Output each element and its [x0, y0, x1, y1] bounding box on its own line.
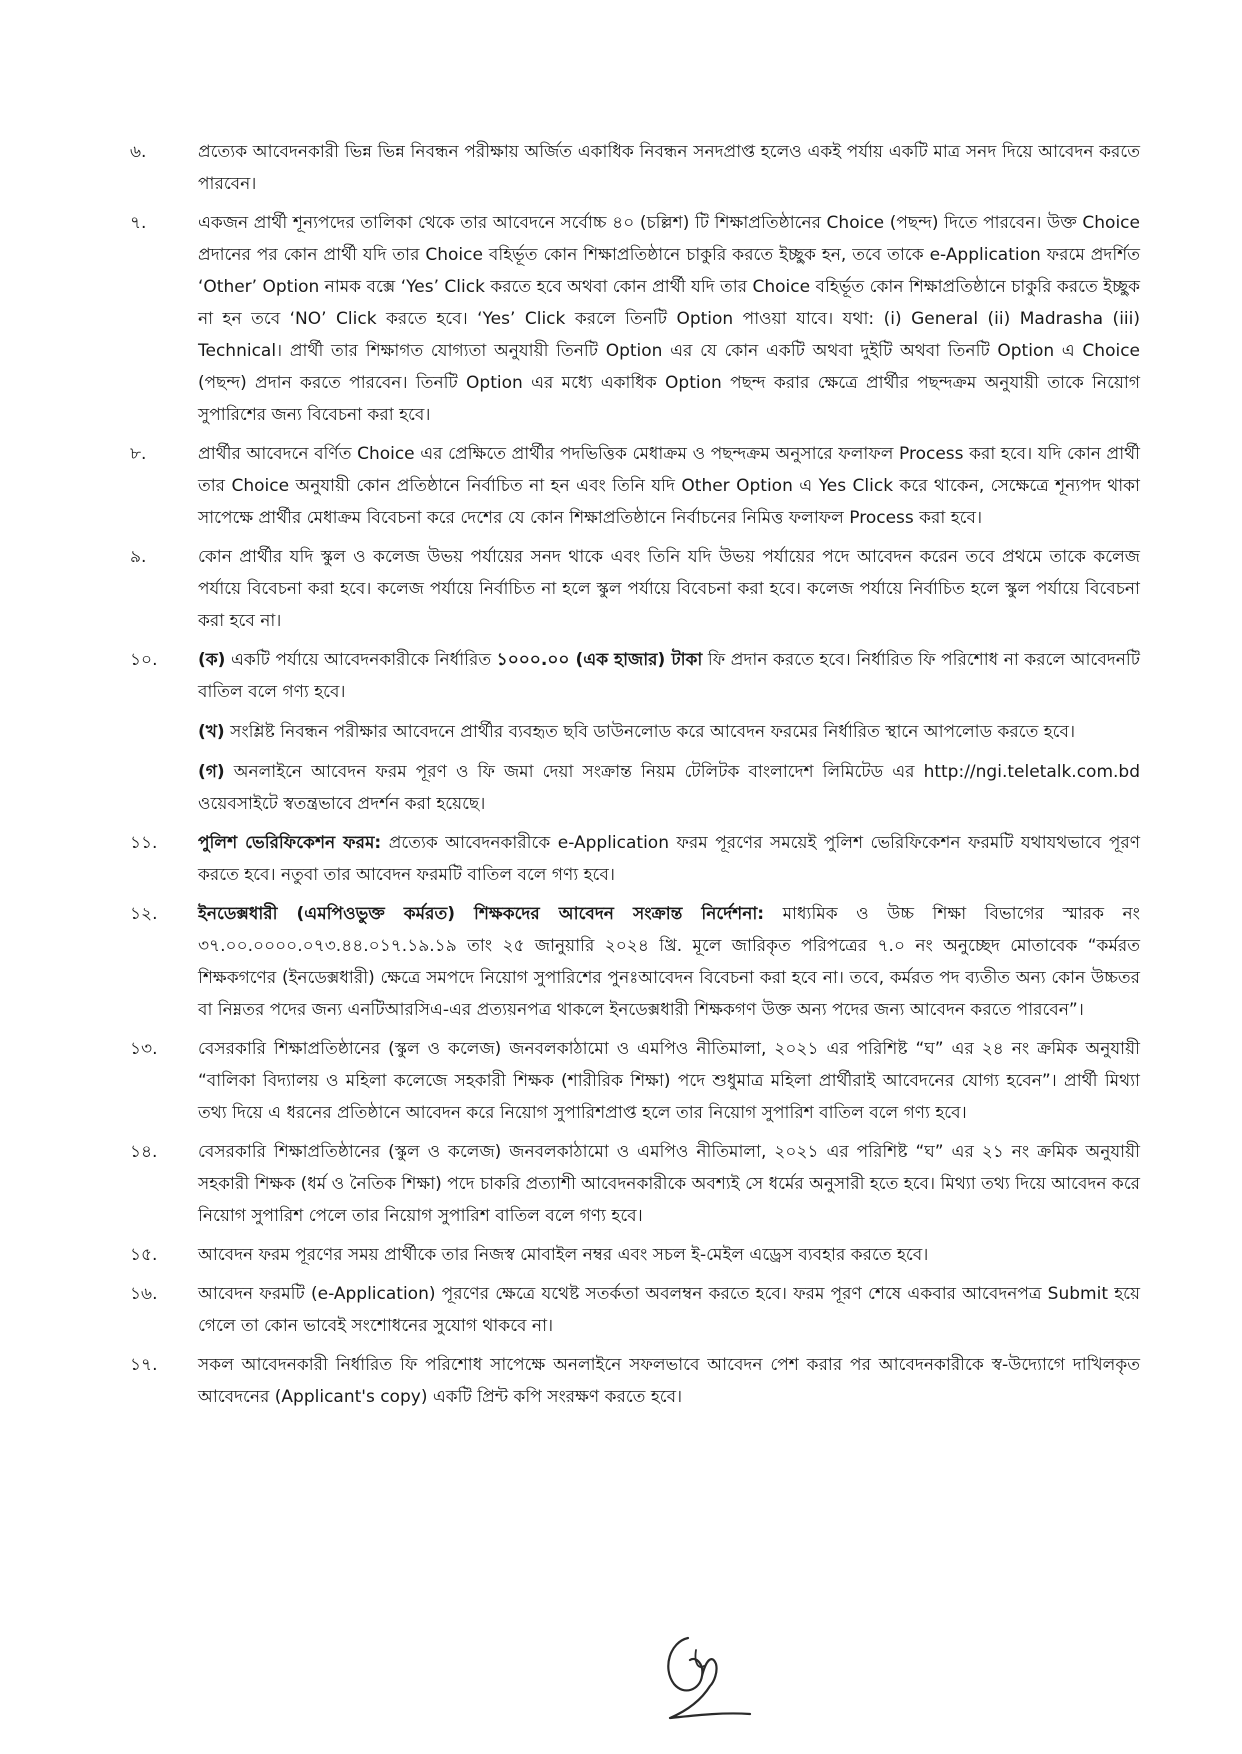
instruction-list — [130, 136, 1140, 1420]
item-paragraph — [198, 1349, 1140, 1413]
item-paragraph — [198, 644, 1140, 708]
bold-text: (গ) — [198, 762, 225, 782]
list-item — [130, 1349, 1140, 1413]
paragraph-text: সংশ্লিষ্ট নিবন্ধন পরীক্ষার আবেদনে প্রার্থীর ব্যবহৃত ছবি ডাউনলোড করে আবেদন ফরমের নির্ধারিত স্থানে আপলোড করতে হবে। — [224, 722, 1076, 742]
paragraph-text: আবেদন ফরম পূরণের সময় প্রার্থীকে তার নিজস্ব মোবাইল নম্বর এবং সচল ই-মেইল এড্রেস ব্যবহার করতে হবে। — [198, 1245, 929, 1265]
list-item — [130, 827, 1140, 891]
list-item — [130, 1278, 1140, 1342]
signature-icon — [640, 1620, 760, 1730]
item-paragraph — [198, 1239, 1140, 1271]
paragraph-text: প্রত্যেক আবেদনকারীকে e-Application ফরম পূরণের সময়েই পুলিশ ভেরিফিকেশন ফরমটি যথাযথভাবে পূরণ করতে হবে। নতুবা তার আবেদন ফরমটি বাতিল বলে গণ্য হবে। — [198, 833, 1140, 885]
paragraph-text: একজন প্রার্থী শূন্যপদের তালিকা থেকে তার আবেদনে সর্বোচ্চ ৪০ (চল্লিশ) টি শিক্ষাপ্রতিষ্ঠানের Choice (পছন্দ) দিতে পারবেন। উক্ত Choice প্রদানের পর কোন প্রার্থী যদি তার Choice বহির্ভূত কোন শিক্ষাপ্রতিষ্ঠানে চাকুরি করতে ইচ্ছুক হন, তবে তাকে e-Application ফরমে প্রদর্শিত ‘Other’ Option নামক বক্সে ‘Yes’ Click করতে হবে অথবা কোন প্রার্থী যদি তার Choice বহির্ভূত কোন শিক্ষাপ্রতিষ্ঠানে চাকুরি করতে ইচ্ছুক না হন তবে ‘NO’ Click করতে হবে। ‘Yes’ Click করলে তিনটি Option পাওয়া যাবে। যথা: (i) General (ii) Madrasha (iii) Technical। প্রার্থী তার শিক্ষাগত যোগ্যতা অনুযায়ী তিনটি Option এর যে কোন একটি অথবা দুইটি অথবা তিনটি Option এ Choice (পছন্দ) প্রদান করতে পারবেন। তিনটি Option এর মধ্যে একাধিক Option পছন্দ করার ক্ষেত্রে প্রার্থীর পছন্দক্রম অনুযায়ী তাকে নিয়োগ সুপারিশের জন্য বিবেচনা করা হবে। — [198, 213, 1140, 425]
list-item — [130, 1033, 1140, 1129]
item-paragraph — [198, 438, 1140, 534]
item-body — [198, 644, 1140, 820]
paragraph-text: প্রার্থীর আবেদনে বর্ণিত Choice এর প্রেক্ষিতে প্রার্থীর পদভিত্তিক মেধাক্রম ও পছন্দক্রম অনুসারে ফলাফল Process করা হবে। যদি কোন প্রার্থী তার Choice অনুযায়ী কোন প্রতিষ্ঠানে নির্বাচিত না হন এবং তিনি যদি Other Option এ Yes Click করে থাকেন, সেক্ষেত্রে শূন্যপদ থাকা সাপেক্ষে প্রার্থীর মেধাক্রম বিবেচনা করে দেশের যে কোন শিক্ষাপ্রতিষ্ঠানে নির্বাচনের নিমিত্ত ফলাফল Process করা হবে। — [198, 444, 1140, 528]
bold-text: (খ) — [198, 722, 225, 742]
list-item — [130, 207, 1140, 431]
item-number: ১৫. — [130, 1245, 158, 1265]
item-number: ১২. — [130, 904, 158, 924]
item-number: ৮. — [130, 444, 147, 464]
bold-text: ১০০০.০০ (এক হাজার) টাকা — [496, 650, 703, 670]
paragraph-text: বেসরকারি শিক্ষাপ্রতিষ্ঠানের (স্কুল ও কলেজ) জনবলকাঠামো ও এমপিও নীতিমালা, ২০২১ এর পরিশিষ্ট “ঘ” এর ২৪ নং ক্রমিক অনুযায়ী “বালিকা বিদ্যালয় ও মহিলা কলেজে সহকারী শিক্ষক (শারীরিক শিক্ষা) পদে শুধুমাত্র মহিলা প্রার্থীরাই আবেদনের যোগ্য হবেন”। প্রার্থী মিথ্যা তথ্য দিয়ে এ ধরনের প্রতিষ্ঠানে আবেদন করে নিয়োগ সুপারিশপ্রাপ্ত হলে তার নিয়োগ সুপারিশ বাতিল বলে গণ্য হবে। — [198, 1039, 1140, 1123]
item-body — [198, 898, 1140, 1026]
item-number: ১৪. — [130, 1142, 158, 1162]
bold-text: ইনডেক্সধারী (এমপিওভুক্ত কর্মরত) শিক্ষকদের আবেদন সংক্রান্ত নির্দেশনা: — [198, 904, 765, 924]
item-number: ৭. — [130, 213, 147, 233]
item-paragraph — [198, 136, 1140, 200]
paragraph-text: কোন প্রার্থীর যদি স্কুল ও কলেজ উভয় পর্যায়ের সনদ থাকে এবং তিনি যদি উভয় পর্যায়ের পদে আবেদন করেন তবে প্রথমে তাকে কলেজ পর্যায়ে বিবেচনা করা হবে। কলেজ পর্যায়ে নির্বাচিত না হলে স্কুল পর্যায়ে বিবেচনা করা হবে। কলেজ পর্যায়ে নির্বাচিত হলে স্কুল পর্যায়ে বিবেচনা করা হবে না। — [198, 547, 1140, 631]
item-number: ১৬. — [130, 1284, 158, 1304]
item-number: ১১. — [130, 833, 158, 853]
item-number: ১৭. — [130, 1355, 158, 1375]
item-body — [198, 136, 1140, 200]
list-item — [130, 898, 1140, 1026]
paragraph-text: ফি প্রদান করতে হবে। নির্ধারিত ফি পরিশোধ না করলে আবেদনটি বাতিল বলে গণ্য হবে। — [198, 650, 1140, 702]
paragraph-text: প্রত্যেক আবেদনকারী ভিন্ন ভিন্ন নিবন্ধন পরীক্ষায় অর্জিত একাধিক নিবন্ধন সনদপ্রাপ্ত হলেও একই পর্যায় একটি মাত্র সনদ দিয়ে আবেদন করতে পারবেন। — [198, 142, 1140, 194]
item-paragraph — [198, 756, 1140, 820]
paragraph-text: মাধ্যমিক ও উচ্চ শিক্ষা বিভাগের স্মারক নং ৩৭.০০.০০০০.০৭৩.৪৪.০১৭.১৯.১৯ তাং ২৫ জানুয়ারি ২০২৪ খ্রি. মূলে জারিকৃত পরিপত্রের ৭.০ নং অনুচ্ছেদ মোতাবেক “কর্মরত শিক্ষকগণের (ইনডেক্সধারী) ক্ষেত্রে সমপদে নিয়োগ সুপারিশের পুনঃআবেদন বিবেচনা করা হবে না। তবে, কর্মরত পদ ব্যতীত অন্য কোন উচ্চতর বা নিম্নতর পদের জন্য এনটিআরসিএ-এর প্রত্যয়নপত্র থাকলে ইনডেক্সধারী শিক্ষকগণ উক্ত অন্য পদের জন্য আবেদন করতে পারবেন”। — [198, 904, 1141, 1020]
item-paragraph — [198, 1136, 1140, 1232]
item-paragraph — [198, 1033, 1140, 1129]
item-paragraph — [198, 207, 1140, 431]
paragraph-text: অনলাইনে আবেদন ফরম পূরণ ও ফি জমা দেয়া সংক্রান্ত নিয়ম টেলিটক বাংলাদেশ লিমিটেড এর http://ngi.teletalk.com.bd ওয়েবসাইটে স্বতন্ত্রভাবে প্রদর্শন করা হয়েছে। — [198, 762, 1140, 814]
list-item — [130, 1239, 1140, 1271]
list-item — [130, 541, 1140, 637]
item-body — [198, 1239, 1140, 1271]
item-number: ১৩. — [130, 1039, 158, 1059]
item-body — [198, 1136, 1140, 1232]
bold-text: পুলিশ ভেরিফিকেশন ফরম: — [198, 833, 382, 853]
item-body — [198, 541, 1140, 637]
list-item — [130, 136, 1140, 200]
item-paragraph — [198, 716, 1140, 748]
list-item — [130, 1136, 1140, 1232]
paragraph-text: সকল আবেদনকারী নির্ধারিত ফি পরিশোধ সাপেক্ষে অনলাইনে সফলভাবে আবেদন পেশ করার পর আবেদনকারীকে স্ব-উদ্যোগে দাখিলকৃত আবেদনের (Applicant's copy) একটি প্রিন্ট কপি সংরক্ষণ করতে হবে। — [198, 1355, 1140, 1407]
item-body — [198, 827, 1140, 891]
item-number: ৬. — [130, 142, 147, 162]
item-paragraph — [198, 1278, 1140, 1342]
item-body — [198, 207, 1140, 431]
item-number: ৯. — [130, 547, 147, 567]
item-body — [198, 1278, 1140, 1342]
paragraph-text: বেসরকারি শিক্ষাপ্রতিষ্ঠানের (স্কুল ও কলেজ) জনবলকাঠামো ও এমপিও নীতিমালা, ২০২১ এর পরিশিষ্ট “ঘ” এর ২১ নং ক্রমিক অনুযায়ী সহকারী শিক্ষক (ধর্ম ও নৈতিক শিক্ষা) পদে চাকরি প্রত্যাশী আবেদনকারীকে অবশ্যই সে ধর্মের অনুসারী হতে হবে। মিথ্যা তথ্য দিয়ে আবেদন করে নিয়োগ সুপারিশ পেলে তার নিয়োগ সুপারিশ বাতিল বলে গণ্য হবে। — [198, 1142, 1140, 1226]
item-paragraph — [198, 827, 1140, 891]
item-body — [198, 1349, 1140, 1413]
paragraph-text: একটি পর্যায়ে আবেদনকারীকে নির্ধারিত — [225, 650, 497, 670]
list-item — [130, 438, 1140, 534]
item-paragraph — [198, 541, 1140, 637]
list-item — [130, 644, 1140, 820]
item-number: ১০. — [130, 650, 158, 670]
item-body — [198, 1033, 1140, 1129]
paragraph-text: আবেদন ফরমটি (e-Application) পূরণের ক্ষেত্রে যথেষ্ট সতর্কতা অবলম্বন করতে হবে। ফরম পূরণ শেষে একবার আবেদনপত্র Submit হয়ে গেলে তা কোন ভাবেই সংশোধনের সুযোগ থাকবে না। — [198, 1284, 1140, 1336]
bold-text: (ক) — [198, 650, 226, 670]
item-paragraph — [198, 898, 1140, 1026]
item-body — [198, 438, 1140, 534]
